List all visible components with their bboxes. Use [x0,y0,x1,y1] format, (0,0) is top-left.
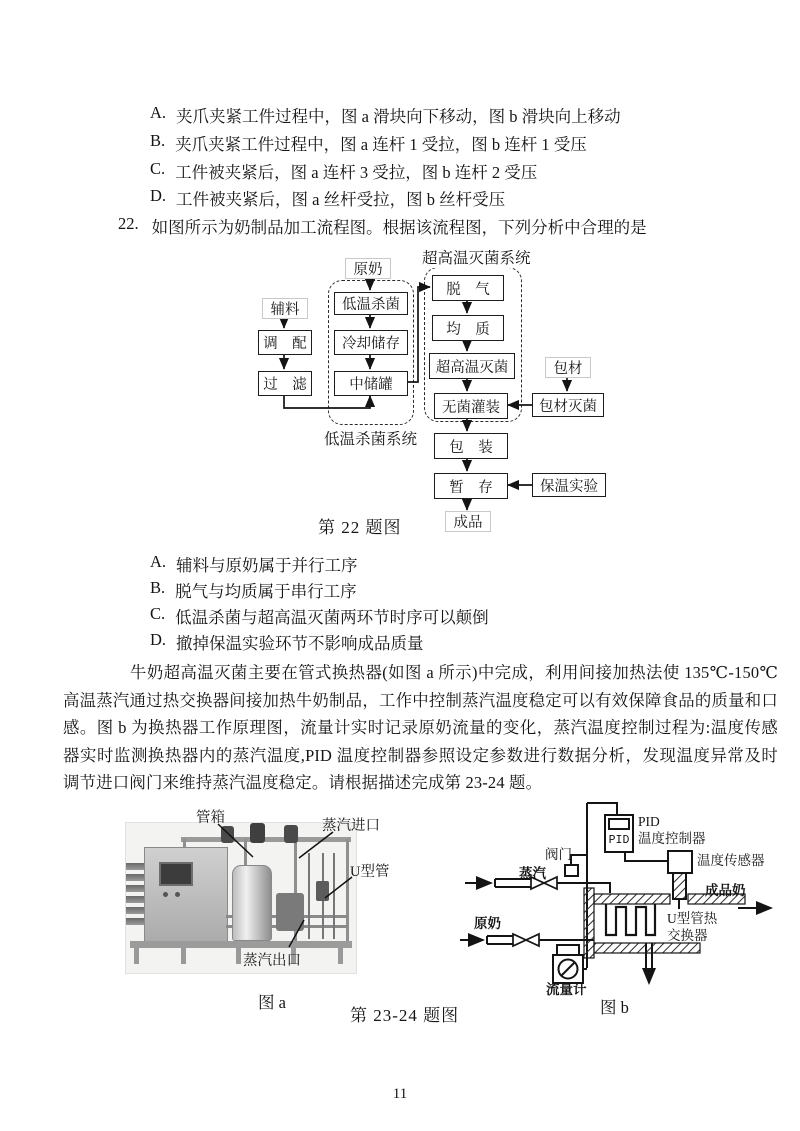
option-label: C. [150,604,166,623]
option-text: 夹爪夹紧工件过程中，图 a 滑块向下移动，图 b 滑块向上移动 [176,107,621,126]
flow-node-zancun: 暂 存 [434,473,508,499]
label-famen: 阀门 [545,847,572,862]
option-text: 工件被夹紧后，图 a 连杆 3 受拉，图 b 连杆 2 受压 [175,163,538,182]
label-heat-exchanger-1: U型管热 [667,911,718,926]
q21-option-a [150,103,621,127]
q22-stem [118,214,647,238]
flow-node-yuannai: 原奶 [345,258,391,279]
flow-node-baocai: 包材 [545,357,591,378]
option-text: 脱气与均质属于串行工序 [175,582,357,601]
label-u-xing-guan: U型管 [350,864,390,880]
figure-b-caption: 图 b [600,998,629,1017]
figure-a-caption: 图 a [258,993,286,1012]
option-text: 工件被夹紧后，图 a 丝杆受拉，图 b 丝杆受压 [176,190,506,209]
label-guanxiang: 管箱 [196,810,225,826]
label-liuliangji: 流量计 [546,982,587,997]
label-yuannai: 原奶 [474,916,501,931]
option-label: D. [150,186,167,205]
flow-node-diwenshajun: 低温杀菌 [334,292,408,315]
q21-option-c [150,159,537,183]
flow-node-chengpin: 成品 [445,511,491,532]
q22-option-c [150,604,489,628]
flow-node-tuoqi: 脱 气 [432,275,504,301]
flow-node-fuliao: 辅料 [262,298,308,319]
flow-node-baowenshiyan: 保温实验 [532,473,606,497]
option-label: A. [150,103,167,122]
option-label: B. [150,131,166,150]
q22-option-d [150,630,424,654]
q21-option-b [150,131,587,155]
option-text: 辅料与原奶属于并行工序 [176,556,358,575]
flow-node-baocaimiejun: 包材灭菌 [532,393,604,417]
label-chengpinnai: 成品奶 [705,883,746,898]
q21-option-d [150,186,505,210]
figure-b [455,795,790,1020]
flow-node-wujunguanzhuang: 无菌灌装 [434,393,508,419]
lt-system-label: 低温杀菌系统 [322,427,419,449]
figure-a [115,800,415,1005]
flow-node-chaogaowenmiejun: 超高温灭菌 [429,353,515,379]
label-zhengqi: 蒸汽 [519,866,546,881]
uht-system-label: 超高温灭菌系统 [420,246,533,268]
label-pid-2: 温度控制器 [638,831,706,846]
option-text: 撤掉保温实验环节不影响成品质量 [176,634,424,653]
option-text: 低温杀菌与超高温灭菌两环节时序可以颠倒 [175,608,489,627]
question-text: 如图所示为奶制品加工流程图。根据该流程图，下列分析中合理的是 [151,218,647,237]
option-label: C. [150,159,166,178]
q22-option-b [150,578,357,602]
flow-node-tiaopei: 调 配 [258,330,312,355]
option-label: A. [150,552,167,571]
option-label: B. [150,578,166,597]
figures-23-24-caption: 第 23-24 题图 [350,1006,460,1025]
flow-node-lengquechucun: 冷却储存 [334,330,408,355]
label-zhengqi-jinkou: 蒸汽进口 [322,818,380,834]
label-zhengqi-chukou: 蒸汽出口 [243,953,301,969]
option-label: D. [150,630,167,649]
q22-option-a [150,552,358,576]
passage-text: 牛奶超高温灭菌主要在管式换热器(如图 a 所示)中完成，利用间接加热法使 135℃-150℃高温蒸汽通过热交换器间接加热牛奶制品，工作中控制蒸汽温度稳定可以有效保障食品的质量和口感。图 b 为换热器工作原理图，流量计实时记录原奶流量的变化，蒸汽温度控制过程为:温度传感器实时监测换热器内的蒸汽温度,PID 温度控制器参照设定参数进行数据分析，发现温度异常及时调节进口阀门来维持蒸汽温度稳定。请根据描述完成第 23-24 题。 [63,663,778,793]
flow-node-guolv: 过 滤 [258,371,312,396]
label-pid-1: PID [638,814,660,829]
flow-node-baozhuang: 包 装 [434,433,508,459]
label-heat-exchanger-2: 交换器 [667,928,708,943]
flow-node-junzhi: 均 质 [432,315,504,341]
question-number: 22. [118,214,139,233]
option-text: 夹爪夹紧工件过程中，图 a 连杆 1 受拉，图 b 连杆 1 受压 [175,135,587,154]
figure-b-schematic [455,795,790,1020]
q22-figure-caption: 第 22 题图 [318,518,402,537]
page-number: 11 [392,1086,408,1102]
pid-display-text: PID [608,834,630,847]
label-wendu-chuanganqi: 温度传感器 [697,853,765,868]
flow-node-zhongchuguan: 中储罐 [334,371,408,396]
